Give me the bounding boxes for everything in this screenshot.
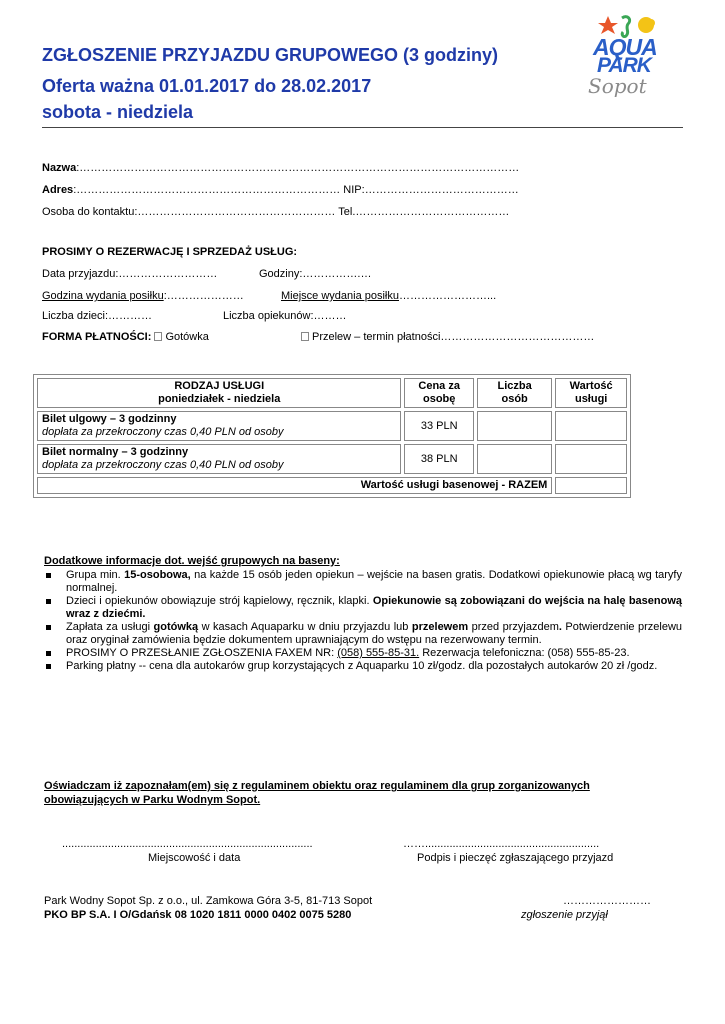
list-item: Grupa min. 15-osobowa, na każde 15 osób jeden opiekun – wejście na basen gratis. Dodatkowi opiekunowie płacą wg taryfy normalnej. — [44, 569, 682, 595]
list-item: Parking płatny -- cena dla autokarów grup korzystających z Aquaparku 10 zł/godz. dla pozostałych autokarów 20 zł /godz. — [44, 660, 682, 673]
meal-time-field[interactable] — [42, 290, 244, 303]
arrival-date-field[interactable]: Data przyjazdu:……………………… — [42, 268, 218, 280]
meal-place-field[interactable] — [281, 290, 496, 303]
info-heading: Dodatkowe informacje dot. wejść grupowych na baseny: — [44, 555, 340, 567]
logo-word-park: PARK — [597, 54, 651, 77]
contact-field[interactable]: Osoba do kontaktu:……………………………………………… Tel.…………………………………… — [42, 206, 510, 218]
declaration-line2: obowiązujących w Parku Wodnym Sopot. — [44, 794, 261, 806]
place-date-label: Miejscowość i data — [148, 852, 241, 864]
meal-place-label: Miejsce wydania posiłku — [281, 290, 399, 302]
form-title: ZGŁOSZENIE PRZYJAZDU GRUPOWEGO (3 godziny) — [42, 45, 499, 65]
value-input-cell[interactable] — [555, 444, 627, 474]
accepted-by-label: zgłoszenie przyjął — [521, 909, 608, 921]
table-row — [37, 411, 627, 441]
guardians-count-field[interactable]: Liczba opiekunów:……… — [223, 310, 347, 322]
meal-time-dots: :………………… — [163, 290, 244, 302]
table-header-row — [37, 378, 627, 408]
list-item: Dzieci i opiekunów obowiązuje strój kąpielowy, ręcznik, klapki. Opiekunowie są zobowiązani do wejścia na halę basenową wraz z dziećmi. — [44, 595, 682, 621]
signature-label: Podpis i pieczęć zgłaszającego przyjazd — [417, 852, 614, 864]
hours-field[interactable]: Godziny:…………….… — [259, 268, 372, 280]
name-dots: :………………………………………………………………………………………………………… — [76, 162, 520, 174]
logo-word-sopot: Sopot — [588, 74, 647, 98]
address-dots: :……………………………………………………………… NIP:…………………………………… — [73, 184, 519, 196]
place-date-line[interactable]: .................................................................................. — [62, 838, 313, 850]
service-cell: Bilet normalny – 3 godzinny dopłata za przekroczony czas 0,40 PLN od osoby — [37, 444, 401, 474]
header-price: Cena za osobę — [404, 378, 473, 408]
logo-word-aqua: AQUA — [593, 34, 657, 60]
count-input-cell[interactable] — [477, 444, 552, 474]
table-total-row — [37, 477, 627, 494]
list-item: PROSIMY O PRZESŁANIE ZGŁOSZENIA FAXEM NR: (058) 555-85-31. Rezerwacja telefoniczna: (058) 555-85-23. — [44, 647, 682, 660]
cash-checkbox[interactable] — [154, 332, 162, 341]
meal-time-label: Godzina wydania posiłku — [42, 290, 164, 302]
children-count-field[interactable]: Liczba dzieci:………… — [42, 310, 153, 322]
price-cell: 38 PLN — [404, 444, 473, 474]
declaration-line1: Oświadczam iż zapoznałam(em) się z regulaminem obiektu oraz regulaminem dla grup zorganizowanych — [44, 780, 590, 792]
offer-days: sobota - niedziela — [42, 102, 194, 122]
header-divider — [42, 127, 683, 128]
table-row — [37, 444, 627, 474]
info-list — [44, 569, 682, 673]
list-item: Zapłata za usługi gotówką w kasach Aquaparku w dniu przyjazdu lub przelewem przed przyjazdem. Potwierdzenie przelewu oraz oryginał zamówienia będzie dokumentem uprawniającym do wstępu na rezerwowany termin. — [44, 621, 682, 647]
cash-option-label: Gotówka — [165, 331, 209, 343]
reservation-heading: PROSIMY O REZERWACJĘ I SPRZEDAŻ USŁUG: — [42, 246, 298, 258]
company-address: Park Wodny Sopot Sp. z o.o., ul. Zamkowa Góra 3-5, 81-713 Sopot — [44, 895, 373, 907]
payment-row — [42, 331, 209, 344]
service-cell: Bilet ulgowy – 3 godzinny dopłata za przekroczony czas 0,40 PLN od osoby — [37, 411, 401, 441]
name-label: Nazwa — [42, 162, 77, 174]
total-value-cell[interactable] — [555, 477, 627, 494]
price-cell: 33 PLN — [404, 411, 473, 441]
signature-line[interactable]: ……......................................................... — [403, 838, 600, 850]
count-input-cell[interactable] — [477, 411, 552, 441]
header-service: RODZAJ USŁUGI poniedziałek - niedziela — [37, 378, 401, 408]
value-input-cell[interactable] — [555, 411, 627, 441]
address-label: Adres — [42, 184, 74, 196]
offer-validity: Oferta ważna 01.01.2017 do 28.02.2017 — [42, 76, 372, 96]
address-field[interactable] — [42, 184, 519, 197]
aquapark-logo — [584, 12, 674, 102]
transfer-option-label: Przelew – termin płatności…………………………………… — [312, 331, 595, 343]
transfer-option — [301, 331, 594, 344]
total-label: Wartość usługi basenowej - RAZEM — [37, 477, 552, 494]
meal-place-dots: ……………………... — [399, 290, 497, 302]
name-field[interactable] — [42, 162, 519, 175]
payment-label: FORMA PŁATNOŚCI: — [42, 331, 152, 343]
accepted-by-line[interactable]: …………………… — [563, 895, 651, 907]
transfer-checkbox[interactable] — [301, 332, 309, 341]
header-count: Liczba osób — [477, 378, 552, 408]
bank-account: PKO BP S.A. I O/Gdańsk 08 1020 1811 0000 0402 0075 5280 — [44, 909, 352, 921]
services-table — [33, 374, 631, 498]
header-value: Wartość usługi — [555, 378, 627, 408]
